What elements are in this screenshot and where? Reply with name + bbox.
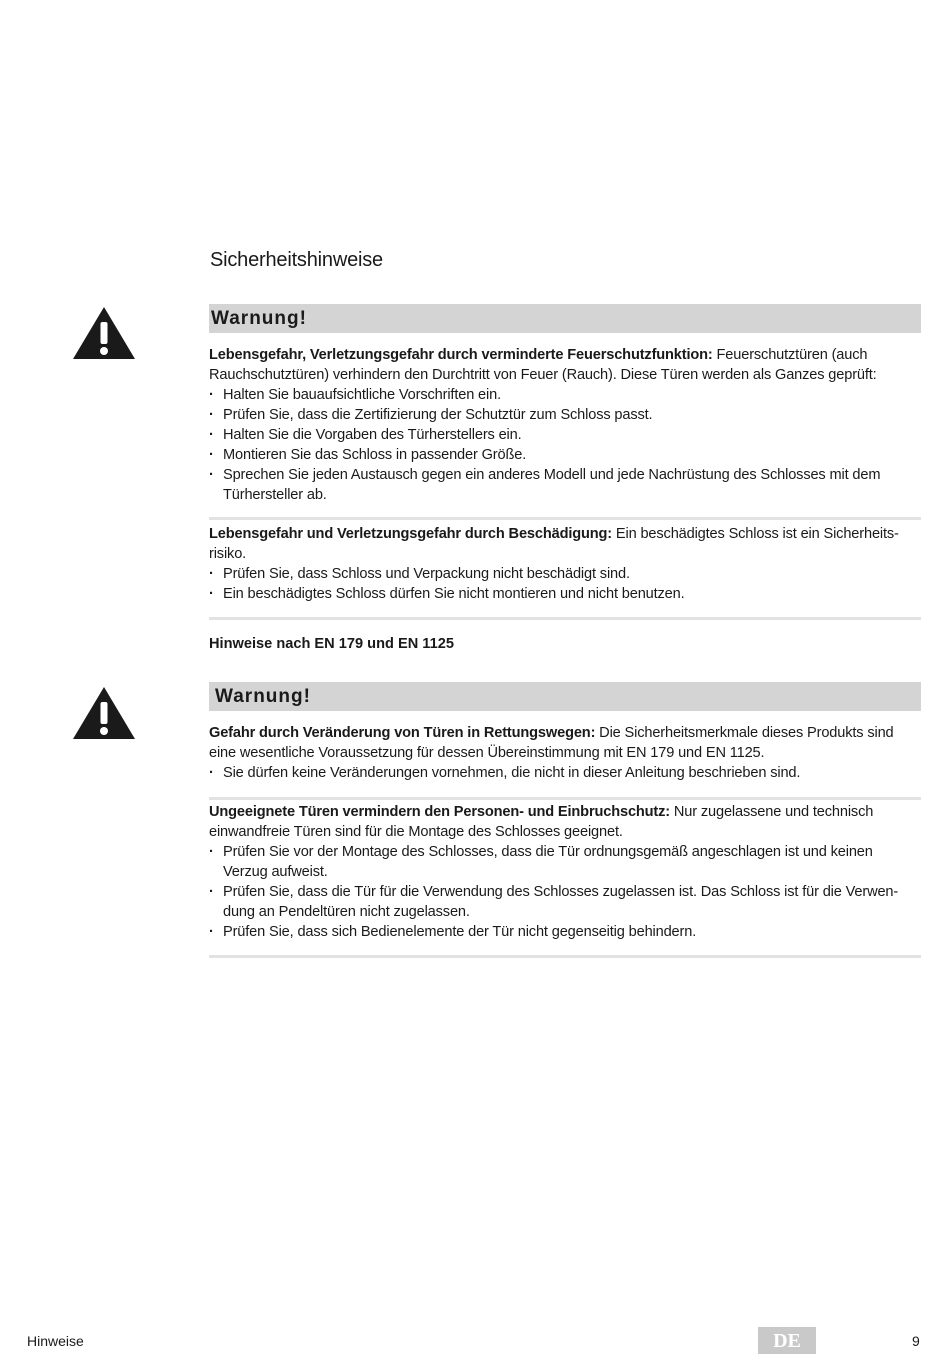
- warning-label: Warnung!: [209, 304, 921, 333]
- warning2-para2-lead: Ungeeignete Türen vermindern den Personen- und Einbruchschutz:: [209, 804, 670, 820]
- list-item: · Sie dürfen keine Veränderungen vornehmen, die nicht in dieser Anleitung beschrieben sind.: [209, 763, 921, 783]
- warning2-paragraph2: [209, 802, 921, 942]
- footer-section-label: Hinweise: [27, 1333, 84, 1349]
- warning1-paragraph1: [209, 345, 921, 505]
- language-badge: DE: [758, 1327, 816, 1354]
- divider: [209, 617, 921, 620]
- bullet-list: [209, 842, 921, 942]
- warning1-para1-lead: Lebensgefahr, Verletzungsgefahr durch verminderte Feuerschutzfunktion:: [209, 347, 713, 363]
- list-item: · Sprechen Sie jeden Austausch gegen ein anderes Modell und jede Nachrüstung des Schlosses mit dem Türhersteller ab.: [209, 465, 921, 505]
- list-item: · Prüfen Sie, dass die Zertifizierung der Schutztür zum Schloss passt.: [209, 405, 921, 425]
- bullet-list: [209, 763, 921, 783]
- divider: [209, 797, 921, 800]
- page-title: Sicherheitshinweise: [210, 249, 383, 271]
- list-item: · Prüfen Sie, dass sich Bedienelemente der Tür nicht gegenseitig behindern.: [209, 922, 921, 942]
- warning2-para1-text: Die Sicherheitsmerkmale dieses Produkts sind eine wesentliche Voraussetzung für dessen Übereinstimmung mit EN 179 und EN 1125.: [209, 725, 894, 761]
- list-item: · Prüfen Sie, dass die Tür für die Verwendung des Schlosses zugelassen ist. Das Schloss ist für die Verwen-dung an Pendeltüren nicht zugelassen.: [209, 882, 921, 922]
- warning2-paragraph1: [209, 723, 921, 783]
- section-subheading: Hinweise nach EN 179 und EN 1125: [209, 636, 454, 652]
- warning1-para2-lead: Lebensgefahr und Verletzungsgefahr durch Beschädigung:: [209, 526, 613, 542]
- list-item: · Halten Sie bauaufsichtliche Vorschriften ein.: [209, 385, 921, 405]
- divider: [209, 955, 921, 958]
- divider: [209, 517, 921, 520]
- list-item: · Halten Sie die Vorgaben des Türherstellers ein.: [209, 425, 921, 445]
- warning-triangle-icon: [71, 305, 137, 361]
- warning-label: Warnung!: [209, 682, 921, 711]
- warning1-para1-text: Feuerschutztüren (auch Rauchschutztüren) verhindern den Durchtritt von Feuer (Rauch). Diese Türen werden als Ganzes geprüft:: [209, 347, 877, 383]
- bullet-list: [209, 385, 921, 505]
- list-item: · Prüfen Sie, dass Schloss und Verpackung nicht beschädigt sind.: [209, 564, 921, 584]
- page-number: 9: [912, 1333, 920, 1349]
- warning-triangle-icon: [71, 685, 137, 741]
- list-item: · Prüfen Sie vor der Montage des Schlosses, dass die Tür ordnungsgemäß angeschlagen ist und keinen Verzug aufweist.: [209, 842, 921, 882]
- warning2-para1-lead: Gefahr durch Veränderung von Türen in Rettungswegen:: [209, 725, 596, 741]
- list-item: · Montieren Sie das Schloss in passender Größe.: [209, 445, 921, 465]
- list-item: · Ein beschädigtes Schloss dürfen Sie nicht montieren und nicht benutzen.: [209, 584, 921, 604]
- warning1-para2-text: Ein beschädigtes Schloss ist ein Sicherheits-risiko.: [209, 526, 899, 562]
- warning2-para2-text: Nur zugelassene und technisch einwandfreie Türen sind für die Montage des Schlosses geeignet.: [209, 804, 874, 840]
- bullet-list: [209, 564, 921, 604]
- warning1-paragraph2: [209, 524, 921, 604]
